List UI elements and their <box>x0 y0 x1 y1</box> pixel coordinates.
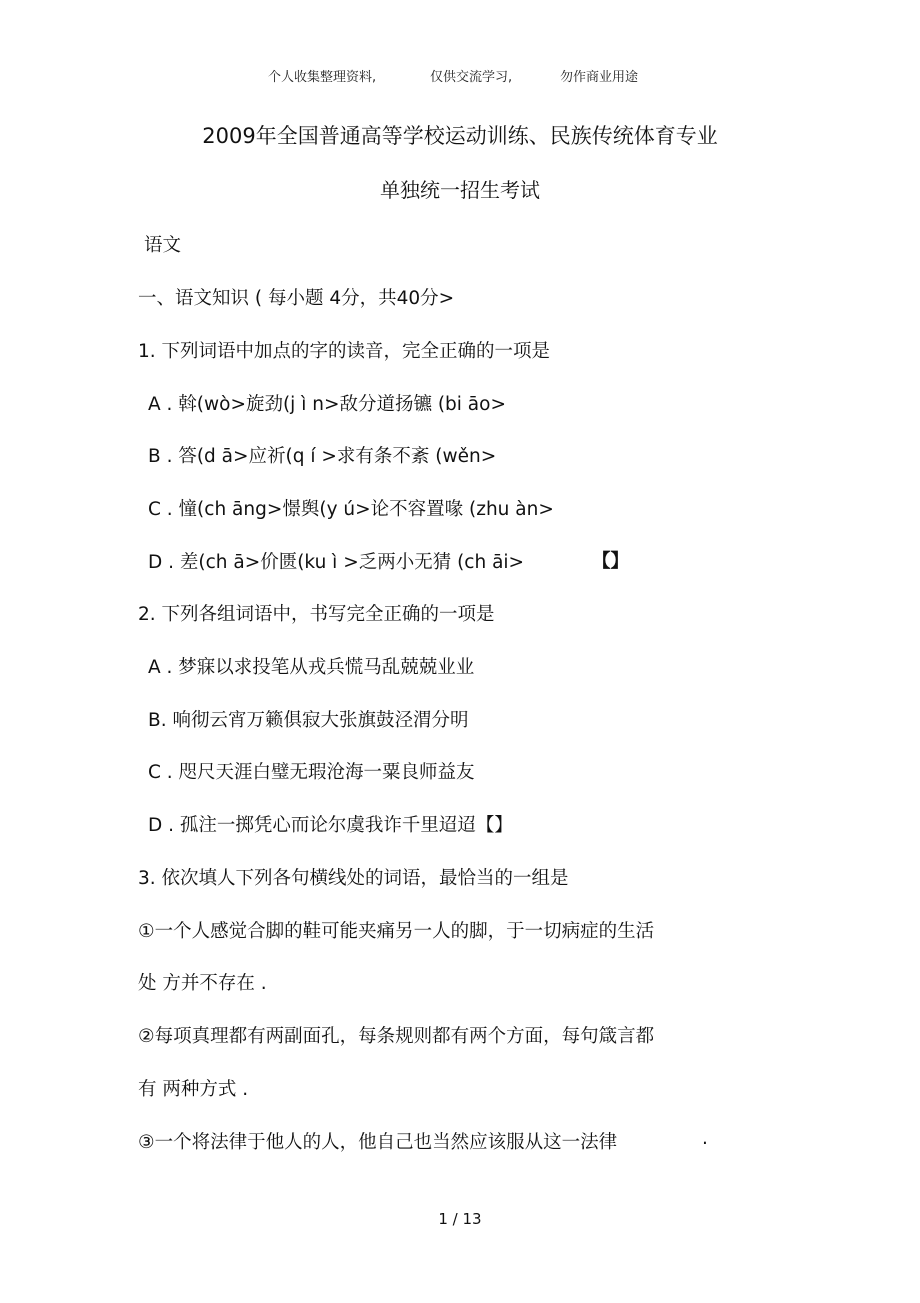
document-subtitle: 单独统一招生考试 <box>380 178 540 202</box>
question-3-sentence-3: ③一个将法律于他人的人，他自己也当然应该服从这一法律 <box>138 1132 618 1153</box>
header-middle: 仅供交流学习, <box>430 70 513 85</box>
question-1-option-c: C . 憧(ch āng>憬舆(y ú>论不容置喙 (zhu àn> <box>148 499 554 520</box>
sentence-end-period: . <box>702 1128 708 1149</box>
question-2-option-d: D . 孤注一掷凭心而论尔虞我诈千里迢迢【】 <box>148 815 513 836</box>
question-3-stem: 3. 依次填人下列各句横线处的词语，最恰当的一组是 <box>138 868 569 889</box>
answer-bracket: 【】 <box>592 551 630 572</box>
question-3-sentence-1: ①一个人感觉合脚的鞋可能夹痛另一人的脚，于一切病症的生活 <box>138 921 655 942</box>
question-1-stem: 1. 下列词语中加点的字的读音，完全正确的一项是 <box>138 341 551 362</box>
question-1-option-a: A . 斡(wò>旋劲(j ì n>敌分道扬镳 (bi āo> <box>148 394 506 415</box>
question-1-option-b: B . 答(d ā>应祈(q í >求有条不紊 (wěn> <box>148 446 497 467</box>
document-title: 2009年全国普通高等学校运动训练、民族传统体育专业 <box>202 124 718 148</box>
question-1-option-d: D . 差(ch ā>价匮(ku ì >乏两小无猜 (ch āi> <box>148 552 525 573</box>
header-right: 勿作商业用途 <box>560 70 639 85</box>
page-number: 1 / 13 <box>438 1210 482 1228</box>
question-3-sentence-1-cont: 处 方并不存在 . <box>138 973 267 994</box>
question-2-option-a: A . 梦寐以求投笔从戎兵慌马乱兢兢业业 <box>148 657 475 678</box>
question-3-sentence-2: ②每项真理都有两副面孔，每条规则都有两个方面，每句箴言都 <box>138 1026 655 1047</box>
question-2-option-c: C . 咫尺天涯白璧无瑕沧海一粟良师益友 <box>148 762 475 783</box>
subject-label: 语文 <box>144 235 182 256</box>
section-heading: 一、语文知识 ( 每小题 4分，共40分> <box>138 288 455 309</box>
question-3-sentence-2-cont: 有 两种方式 . <box>138 1079 249 1100</box>
question-2-stem: 2. 下列各组词语中，书写完全正确的一项是 <box>138 604 495 625</box>
header-left: 个人收集整理资料, <box>268 70 377 85</box>
question-2-option-b: B. 响彻云宵万籁俱寂大张旗鼓泾渭分明 <box>148 710 469 731</box>
